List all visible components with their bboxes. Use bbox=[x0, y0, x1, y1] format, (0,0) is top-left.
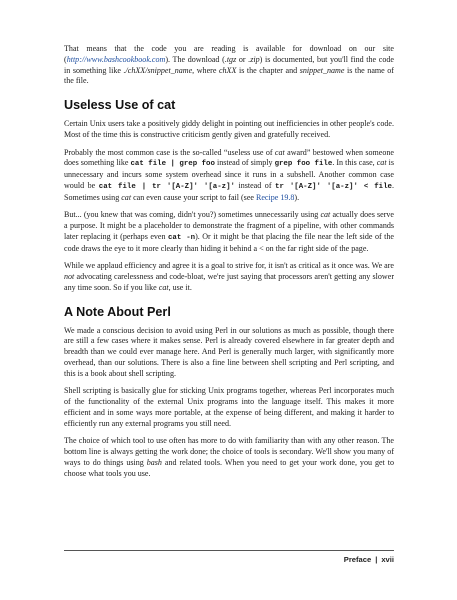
text-run: , use it. bbox=[168, 282, 192, 292]
page-number: xvii bbox=[381, 555, 394, 564]
site-link[interactable]: http://www.bashcookbook.com bbox=[66, 54, 166, 64]
text-run: But... (you knew that was coming, didn't you?) sometimes unnecessarily using bbox=[64, 210, 321, 220]
code-snippet: grep foo file bbox=[274, 160, 333, 169]
code-snippet: cat file | grep foo bbox=[130, 160, 215, 169]
command-name: cat bbox=[121, 192, 132, 202]
page-content bbox=[64, 44, 394, 486]
text-run: is the chapter and bbox=[236, 65, 300, 75]
emphasis: not bbox=[64, 272, 75, 281]
text-run: instead of simply bbox=[214, 158, 275, 168]
cat-paragraph-4 bbox=[64, 261, 394, 293]
text-run: can even cause your script to fail (see bbox=[131, 192, 256, 202]
command-name: cat bbox=[320, 210, 331, 220]
cat-paragraph-2 bbox=[64, 148, 394, 204]
footer-divider bbox=[64, 550, 394, 551]
file-extension: .zip bbox=[248, 54, 260, 64]
text-run: ) is documented, but you'll find the code in something like bbox=[64, 54, 394, 75]
text-run: The choice of which tool to use often has more to do with familiarity than with any other reason. The bottom line is always getting the work done; the choice of tools is secondary. We'll show you many of ways to do things using bbox=[64, 436, 394, 467]
page-footer bbox=[344, 555, 394, 564]
text-run: and related tools. When you need to get your work done, you get to choose what tools you use. bbox=[64, 457, 394, 478]
text-run: is the name of the file. bbox=[64, 65, 394, 86]
footer-section-title: Preface bbox=[343, 555, 372, 564]
cat-paragraph-1: Certain Unix users take a positively giddy delight in pointing out inefficiencies in other people's code. Most of the time this is constructive criticism gently given and gratefully received. bbox=[64, 119, 394, 139]
text-run: ). bbox=[294, 192, 300, 202]
footer-separator: | bbox=[375, 555, 378, 564]
perl-paragraph-1: We made a conscious decision to avoid using Perl in our solutions as much as possible, though there are still a few cases where it makes sense. Perl is already covered elsewhere in far greater depth and breadth than we could ever manage here. And Perl is generally much larger, with significantly more overhead, than our solutions. There is also a fine line between shell scripting and Perl scripting, and this is a book about shell scripting. bbox=[64, 325, 394, 378]
command-name: cat bbox=[274, 147, 285, 157]
chapter-placeholder: chXX bbox=[218, 65, 237, 75]
command-name: cat bbox=[376, 158, 387, 168]
text-run: actually does serve a purpose. It might be a placeholder to demonstrate the fragment of a pipeline, with other commands later replacing it (perhaps even bbox=[64, 210, 394, 241]
snippet-path: ./chXX/snippet_name bbox=[123, 65, 193, 75]
text-run: . Sometimes using bbox=[64, 180, 394, 202]
text-run: Probably the most common case is the so-called “useless use of bbox=[64, 147, 275, 157]
text-run: is unnecessary and incurs some system overhead since it runs in a subshell. Another common case would be bbox=[64, 158, 394, 190]
text-run: , where bbox=[192, 65, 219, 75]
code-snippet: tr '[A-Z]' '[a-z]' < file bbox=[275, 182, 392, 191]
text-run: ). The download ( bbox=[165, 54, 225, 64]
file-extension: .tgz bbox=[224, 54, 237, 64]
perl-paragraph-2: Shell scripting is basically glue for sticking Unix programs together, whereas Perl incorporates much of the functionality of the external Unix programs into the language itself. This makes it more efficient and in some ways more portable, at the expense of being different, and making it harder to efficiently run any external programs you still need. bbox=[64, 386, 394, 428]
snippet-placeholder: snippet_name bbox=[299, 65, 345, 75]
command-name: bash bbox=[146, 457, 162, 467]
section-heading-perl: A Note About Perl bbox=[64, 304, 171, 319]
cat-paragraph-3 bbox=[64, 210, 394, 254]
text-run: instead of bbox=[234, 180, 276, 190]
text-run: or bbox=[236, 54, 249, 64]
text-run: That means that the code you are reading is available for download on our site ( bbox=[64, 44, 394, 64]
intro-paragraph bbox=[64, 44, 394, 87]
text-run: advocating carelessness and code-bloat, we're just saying that processors aren't getting any slower any time soon. So if you like bbox=[64, 272, 394, 292]
command-name: cat bbox=[158, 282, 169, 292]
recipe-link[interactable]: Recipe 19.8 bbox=[255, 192, 295, 202]
perl-paragraph-3 bbox=[64, 436, 394, 479]
section-heading-useless-cat: Useless Use of cat bbox=[64, 98, 176, 112]
text-run: award” bestowed when someone does something like bbox=[64, 147, 394, 168]
code-snippet: cat file | tr '[A-Z]' '[a-z]' bbox=[98, 182, 235, 191]
text-run: While we applaud efficiency and agree it is a goal to strive for, it isn't as critical as it once was. We are bbox=[64, 261, 394, 271]
code-snippet: cat -n bbox=[168, 233, 196, 242]
text-run: . In this case, bbox=[332, 158, 377, 168]
text-run: ). Or it might be that placing the file near the left side of the code draws the eye to it more clearly than hiding it behind a < on the far right side of the page. bbox=[64, 231, 394, 253]
